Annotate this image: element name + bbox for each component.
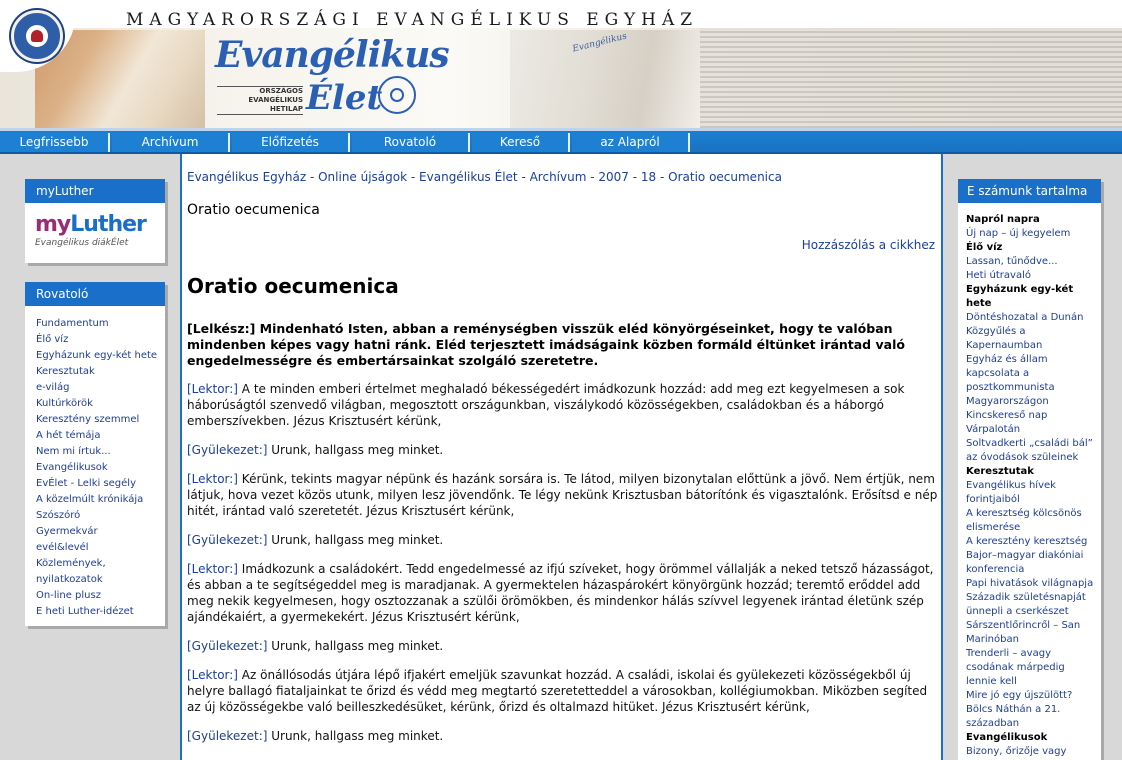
toc-section-heading: Evangélikusok xyxy=(966,732,1048,743)
nav-tab-archivum[interactable]: Archívum xyxy=(112,133,230,152)
nav-tab-elofizetes[interactable]: Előfizetés xyxy=(232,133,350,152)
nav-tab-legfrissebb[interactable]: Legfrissebb xyxy=(0,133,110,152)
toc-article-link[interactable]: Bajor–magyar diakóniai konferencia xyxy=(966,550,1084,575)
breadcrumb-link[interactable]: 2007 xyxy=(598,170,629,184)
article-paragraph xyxy=(187,532,939,548)
issue-contents-list xyxy=(958,203,1101,759)
rovatolo-item[interactable]: Közlemények, nyilatkozatok xyxy=(36,558,106,585)
article-paragraph xyxy=(187,638,939,654)
article-paragraph xyxy=(187,667,939,715)
toc-article-link[interactable]: Trenderli – avagy csodának márpedig lennie kell xyxy=(966,648,1065,687)
page-subtitle: Oratio oecumenica xyxy=(187,202,320,218)
brand-rose-icon xyxy=(378,76,416,114)
speaker-role: [Lektor:] xyxy=(187,382,238,396)
article-intro: [Lelkész:] Mindenható Isten, abban a reménységben visszük eléd könyörgéseinket, hogy te valóban mindenben képes vagy hatni ránk. Eléd terjesztett imádságaink közben formáld éltünket irántad való engedelmességre és embertársainkat szolgáló szeretetre. xyxy=(187,321,905,368)
breadcrumb-separator: - xyxy=(407,170,420,184)
banner-newspaper-label: Evangélikus xyxy=(571,31,628,55)
toc-article-link[interactable]: Bizony, őrizője vagy xyxy=(966,746,1067,757)
site-header xyxy=(0,0,1122,128)
article-body xyxy=(187,321,939,757)
myluther-box-title: myLuther xyxy=(25,179,165,203)
rovatolo-list xyxy=(25,306,165,620)
toc-section-heading: Keresztutak xyxy=(966,466,1034,477)
breadcrumb-link[interactable]: 18 xyxy=(640,170,657,184)
breadcrumb xyxy=(187,170,782,184)
myluther-logo-luther: Luther xyxy=(70,212,146,237)
rovatolo-item[interactable]: Élő víz xyxy=(36,334,69,345)
paragraph-text: Urunk, hallgass meg minket. xyxy=(267,533,444,547)
rovatolo-item[interactable]: Nem mi írtuk... xyxy=(36,446,111,457)
paragraph-text: A te minden emberi értelmet meghaladó békességedért imádkozunk hozzád: add meg ezt kegyelmesen a sok háborúságtól szenvedő világban, megosztott országunkban, viszálykodó közösségekben, családokban és a háborgó emberszívekben. Jézus Krisztusért kérünk, xyxy=(187,382,905,428)
toc-article-link[interactable]: Mire jó egy újszülött? xyxy=(966,690,1073,701)
toc-section-heading: Élő víz xyxy=(966,242,1003,253)
rovatolo-item[interactable]: On-line plusz xyxy=(36,590,101,601)
brand-rose-inner-icon xyxy=(390,88,404,102)
toc-article-link[interactable]: Kincskereső nap Várpalotán xyxy=(966,410,1048,435)
rovatolo-item[interactable]: EvÉlet - Lelki segély xyxy=(36,478,137,489)
article-paragraph xyxy=(187,471,939,519)
breadcrumb-separator: - xyxy=(517,170,530,184)
rovatolo-item[interactable]: e-világ xyxy=(36,382,70,393)
article-paragraph xyxy=(187,561,939,625)
article-paragraphs xyxy=(187,381,939,744)
brand-title-line1[interactable]: Evangélikus xyxy=(215,34,449,76)
nav-tab-kereso[interactable]: Kereső xyxy=(472,133,570,152)
myluther-logo-subtitle: Evangélikus diákÉlet xyxy=(35,238,129,248)
toc-article-link[interactable]: Soltvadkerti „családi bál” az óvodások szüleinek xyxy=(966,438,1093,463)
breadcrumb-separator: - xyxy=(306,170,319,184)
rovatolo-item[interactable]: Keresztény szemmel xyxy=(36,414,140,425)
myluther-logo-text xyxy=(35,213,159,237)
rovatolo-item[interactable]: A hét témája xyxy=(36,430,101,441)
main-content xyxy=(180,154,943,760)
article-paragraph xyxy=(187,728,939,744)
toc-article-link[interactable]: Sárszentlőrincről – San Marinóban xyxy=(966,620,1081,645)
paragraph-text: Kérünk, tekints magyar népünk és hazánk sorsára is. Te látod, milyen bizonytalan előttünk a jövő. Nem értjük, nem látjuk, hova vezet közös utunk, milyen lesz jövendőnk. Te légy nekünk Krisztusban bátorítónk és vigasztalónk. Erősítsd e nép hitét, irántad való szeretetét. Jézus Krisztusért kérünk, xyxy=(187,472,938,518)
rovatolo-item[interactable]: Keresztutak xyxy=(36,366,95,377)
brand-title-line2[interactable]: Élet xyxy=(306,78,383,118)
breadcrumb-link[interactable]: Evangélikus Egyház xyxy=(187,170,307,184)
nav-tab-az-alaprol[interactable]: az Alapról xyxy=(572,133,690,152)
breadcrumb-link[interactable]: Oratio oecumenica xyxy=(668,170,782,184)
paragraph-text: Urunk, hallgass meg minket. xyxy=(267,639,444,653)
rovatolo-box-title: Rovatoló xyxy=(25,282,165,306)
brand-sub-line2: EVANGÉLIKUS xyxy=(248,96,303,104)
toc-article-link[interactable]: A keresztény keresztség xyxy=(966,536,1088,547)
speaker-role: [Lektor:] xyxy=(187,472,238,486)
toc-article-link[interactable]: Bölcs Náthán a 21. században xyxy=(966,704,1061,729)
speaker-role: [Lektor:] xyxy=(187,562,238,576)
brand-subtitle xyxy=(217,86,303,115)
paragraph-text: Imádkozunk a családokért. Tedd engedelmessé az ifjú szíveket, hogy örömmel vállalják a neked tetsző házasságot, és abban a te segítségeddel meg is maradjanak. A gyermektelen házaspárokért könyörgünk hozzád; teremtő erőddel add meg nekik kegyelmesen, hogy osztozzanak a szülői örömökben, és mindenkor hálás szívvel legyenek irántad életünk szép ajándékaiért, a gyermekekért. Jézus Krisztusért kérünk, xyxy=(187,562,934,624)
issue-contents-title: E számunk tartalma xyxy=(958,179,1101,203)
myluther-logo[interactable] xyxy=(35,213,159,253)
myluther-box xyxy=(25,179,165,263)
breadcrumb-link[interactable]: Archívum xyxy=(529,170,587,184)
article-paragraph xyxy=(187,381,939,429)
rovatolo-item[interactable]: Evangélikusok xyxy=(36,462,108,473)
luther-rose-logo[interactable] xyxy=(11,10,63,62)
brand-sub-line3: HETILAP xyxy=(269,105,303,113)
article-paragraph xyxy=(187,442,939,458)
paragraph-text: Urunk, hallgass meg minket. xyxy=(267,443,444,457)
luther-rose-heart-icon xyxy=(31,30,43,42)
rovatolo-item[interactable]: A közelmúlt krónikája xyxy=(36,494,144,505)
rovatolo-item[interactable]: Fundamentum xyxy=(36,318,109,329)
comment-link[interactable]: Hozzászólás a cikkhez xyxy=(801,238,935,252)
toc-article-link[interactable]: Századik születésnapját ünnepli a cserkészet xyxy=(966,592,1086,617)
right-sidebar xyxy=(943,154,1122,760)
breadcrumb-separator: - xyxy=(586,170,599,184)
breadcrumb-link[interactable]: Online újságok xyxy=(318,170,408,184)
toc-article-link[interactable]: Egyház és állam kapcsolata a posztkommunista Magyarországon xyxy=(966,354,1055,407)
breadcrumb-separator: - xyxy=(628,170,641,184)
rovatolo-box xyxy=(25,282,165,626)
toc-article-link[interactable]: Közgyűlés a Kapernaumban xyxy=(966,326,1043,351)
issue-contents-box xyxy=(958,179,1101,760)
rovatolo-item[interactable]: Gyermekvár xyxy=(36,526,98,537)
speaker-role: [Gyülekezet:] xyxy=(187,443,268,457)
paragraph-text: Az önállósodás útjára lépő ifjakért emeljük szavunkat hozzád. A családi, iskolai és gyülekezeti közösségekből új helyre ballagó fiataljainkat te őrizd és védd meg megtartó szeretetteddel a városokban, kollégiumokban. Miközben segíted az új közösségekbe való beilleszkedésüket, kérünk, őrizd és oltalmazd hitüket. Jézus Krisztusért kérünk, xyxy=(187,668,928,714)
myluther-logo-my: my xyxy=(35,212,71,237)
toc-article-link[interactable]: Papi hivatások világnapja xyxy=(966,578,1094,589)
nav-tab-rovatolo[interactable]: Rovatoló xyxy=(352,133,470,152)
article-title: Oratio oecumenica xyxy=(187,274,399,298)
main-navigation xyxy=(0,128,1122,154)
banner-paper-texture xyxy=(700,28,1122,128)
toc-article-link[interactable]: Új nap – új kegyelem xyxy=(966,228,1071,239)
rovatolo-item[interactable]: Szószóró xyxy=(36,510,81,521)
speaker-role: [Lektor:] xyxy=(187,668,238,682)
paragraph-text: Urunk, hallgass meg minket. xyxy=(267,729,444,743)
toc-article-link[interactable]: Döntéshozatal a Dunán xyxy=(966,312,1084,323)
toc-article-link[interactable]: Heti útravaló xyxy=(966,270,1031,281)
breadcrumb-link[interactable]: Evangélikus Élet xyxy=(419,170,518,184)
rovatolo-item[interactable]: Kultúrkörök xyxy=(36,398,93,409)
left-sidebar xyxy=(0,154,180,760)
speaker-role: [Gyülekezet:] xyxy=(187,533,268,547)
toc-article-link[interactable]: Lassan, tűnődve... xyxy=(966,256,1058,267)
rovatolo-item[interactable]: Egyházunk egy-két hete xyxy=(36,350,158,361)
toc-article-link[interactable]: A keresztség kölcsönös elismerése xyxy=(966,508,1082,533)
speaker-role: [Gyülekezet:] xyxy=(187,639,268,653)
toc-section-heading: Egyházunk egy-két hete xyxy=(966,284,1074,309)
rovatolo-item[interactable]: E heti Luther-idézet xyxy=(36,606,134,617)
toc-article-link[interactable]: Evangélikus hívek forintjaiból xyxy=(966,480,1056,505)
speaker-role: [Gyülekezet:] xyxy=(187,729,268,743)
toc-section-heading: Napról napra xyxy=(966,214,1040,225)
site-title: MAGYARORSZÁGI EVANGÉLIKUS EGYHÁZ xyxy=(126,10,699,30)
breadcrumb-separator: - xyxy=(656,170,669,184)
rovatolo-item[interactable]: evél&levél xyxy=(36,542,89,553)
brand-sub-line1: ORSZÁGOS xyxy=(259,87,303,95)
